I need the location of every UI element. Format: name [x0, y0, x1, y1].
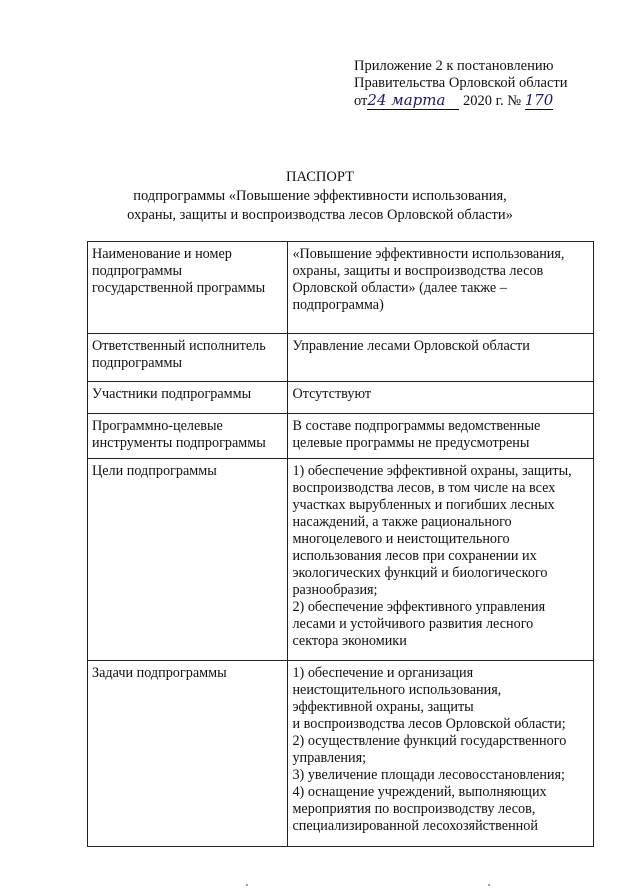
value-line: Отсутствуют [292, 386, 372, 402]
date-prefix: от [354, 93, 368, 109]
value-line: лесами и устойчивого развития лесного [292, 616, 534, 632]
row-value-cell [288, 459, 594, 661]
value-line: специализированной лесохозяйственной [292, 818, 538, 834]
row-label-cell [88, 414, 288, 459]
title-line-1: ПАСПОРТ [286, 169, 354, 185]
row-value-cell [288, 334, 594, 382]
header-date-line [354, 92, 568, 110]
value-line: эффективной охраны, защиты [292, 699, 474, 715]
label-line: инструменты подпрограммы [92, 435, 266, 451]
value-line: 1) обеспечение эффективной охраны, защиты, [292, 463, 572, 479]
value-line: подпрограмма) [292, 297, 384, 313]
label-line: Наименование и номер [92, 246, 232, 262]
row-label-cell [88, 382, 288, 414]
value-line: 3) увеличение площади лесовосстановления; [292, 767, 565, 783]
label-line: Ответственный исполнитель [92, 338, 266, 354]
value-line: использования лесов при сохранении их [292, 548, 537, 564]
value-line: охраны, защиты и воспроизводства лесов [292, 263, 544, 279]
value-line: сектора экономики [292, 633, 407, 649]
title-line-2: подпрограммы «Повышение эффективности использования, [133, 188, 507, 204]
value-line: 2) обеспечение эффективного управления [292, 599, 546, 615]
title-line-3: охраны, защиты и воспроизводства лесов Орловской области» [127, 207, 513, 223]
label-line: Участники подпрограммы [92, 386, 252, 402]
value-line: и воспроизводства лесов Орловской области; [292, 716, 566, 732]
value-line: 1) обеспечение и организация [292, 665, 474, 681]
value-line: неистощительного использования, [292, 682, 502, 698]
handwritten-number: 170 [524, 91, 554, 109]
value-line: воспроизводства лесов, в том числе на всех [292, 480, 556, 496]
label-line: подпрограммы [92, 355, 182, 371]
label-line: государственной программы [92, 280, 266, 296]
value-line: 2) осуществление функций государственного [292, 733, 567, 749]
label-line: Задачи подпрограммы [92, 665, 227, 681]
table-row [88, 414, 594, 459]
value-line: В составе подпрограммы ведомственные [292, 418, 541, 434]
value-line: участках вырубленных и погибших лесных [292, 497, 555, 513]
passport-table [87, 241, 594, 847]
label-line: Программно-целевые [92, 418, 223, 434]
table-row [88, 382, 594, 414]
year-text: 2020 г. № [463, 93, 522, 109]
row-value-cell [288, 382, 594, 414]
table-row [88, 242, 594, 334]
row-value-cell [288, 414, 594, 459]
label-line: подпрограммы [92, 263, 182, 279]
value-line: многоцелевого и неистощительного [292, 531, 510, 547]
value-line: 4) оснащение учреждений, выполняющих [292, 784, 547, 800]
value-line: экологических функций и биологического [292, 565, 548, 581]
header-line-1: Приложение 2 к постановлению [354, 58, 554, 74]
row-value-cell [288, 242, 594, 334]
value-line: целевые программы не предусмотрены [292, 435, 530, 451]
document-header [354, 58, 568, 110]
table-row [88, 661, 594, 847]
value-line: мероприятия по воспроизводству лесов, [292, 801, 536, 817]
row-label-cell [88, 661, 288, 847]
handwritten-date: 24 марта [367, 92, 459, 110]
value-line: Управление лесами Орловской области [292, 338, 530, 354]
row-value-cell [288, 661, 594, 847]
value-line: Орловской области» (далее также – [292, 280, 507, 296]
header-line-2: Правительства Орловской области [354, 75, 568, 91]
value-line: насаждений, а также рационального [292, 514, 512, 530]
document-title [0, 168, 640, 225]
value-line: управления; [292, 750, 367, 766]
row-label-cell [88, 334, 288, 382]
table-row [88, 459, 594, 661]
row-label-cell [88, 242, 288, 334]
scan-marks [0, 884, 640, 890]
value-line: «Повышение эффективности использования, [292, 246, 565, 262]
row-label-cell [88, 459, 288, 661]
table-row [88, 334, 594, 382]
value-line: разнообразия; [292, 582, 378, 598]
label-line: Цели подпрограммы [92, 463, 217, 479]
